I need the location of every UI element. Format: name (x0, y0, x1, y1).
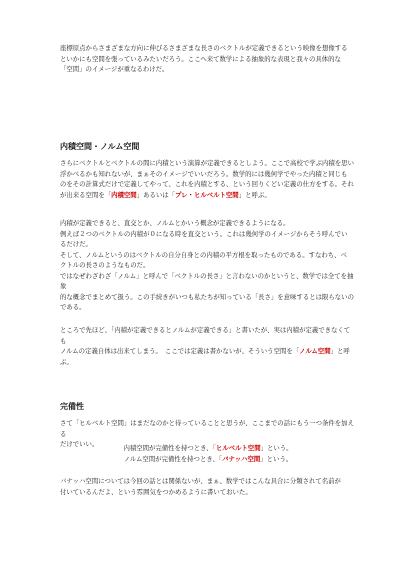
text-line: 浮かべるかも知れないが、まぁそのイメージでいいだろう。数学的には幾何学でやった内積と同じも (60, 169, 348, 178)
section-heading-completeness: 完備性 (60, 402, 84, 411)
text-line: 例えば２つのベクトルの内積が０になる時を直交という。これは幾何学のイメージからそう呼んでい (60, 229, 348, 238)
highlight-term: 内積空間 (111, 190, 137, 199)
text-line: クトルの長さのようなものだ。 (60, 261, 150, 269)
paragraph (60, 218, 356, 313)
text-span: 」と呼 (330, 347, 350, 355)
highlight-term: ヒルベルト空間 (215, 444, 261, 452)
text-span: 」と呼ぶ。 (238, 190, 271, 199)
text-line: 内積が定義できると、直交とか、ノルムとかいう概念が定義できるようになる。 (60, 219, 290, 227)
definition-block (60, 443, 356, 464)
paragraph (60, 476, 356, 497)
text-line: さて「ヒルベルト空間」はまだなのかと待っていることと思うが、ここまでの話にもう一つ条件を加える (60, 419, 354, 438)
text-line: といかにも空間を張っているみたいだろう。ここへ来て数学による抽象的な表現と我々の具体的な (60, 54, 341, 63)
text-line: 的な概念でまとめて扱う。この手続きがいつも私たちが知っている「長さ」を意味するとは限らないの (60, 292, 354, 301)
paragraph (60, 325, 356, 367)
definition-line (60, 443, 356, 454)
highlight-term: バナッハ空間 (222, 454, 261, 463)
text-line: バナッハ空間については今回の話とは関係ないが、まぁ、数学ではこんな具合に分類されて名前が (60, 477, 341, 485)
text-line: ところで先ほど、「内積が定義できるとノルムが定義できる」と書いたが、実は内積が定義できなくても (60, 326, 351, 345)
text-line: ではなぜわざわざ「ノルム」と呼んで「ベクトルの長さ」と言わないのかというと、数学では全てを抽象 (60, 271, 354, 290)
text-span: が出来る空間を「 (60, 190, 112, 199)
text-line: だけでいい。 (60, 440, 99, 448)
text-line: ぶ。 (60, 357, 73, 366)
text-line: 付いているんだよ、という雰囲気をつかめるように書いておいた。 (60, 487, 252, 496)
text-line: るだけだ。 (60, 240, 92, 248)
text-span: 」という。 (260, 444, 293, 452)
section-heading-inner-product: 内積空間・ノルム空間 (60, 142, 140, 151)
text-line: そして、ノルムというのはベクトルの自分自身との内積の平方根を取ったものである。すなわち、ベ (60, 250, 347, 259)
text-line (60, 190, 356, 201)
text-line: のをその計算式だけで定義してやって、これを内積とする、という回りくどい定義の仕方をする。それ (60, 180, 354, 188)
highlight-term: プレ・ヒルベルト空間 (175, 190, 239, 199)
definition-line (60, 454, 356, 465)
text-line: である。 (60, 303, 86, 311)
text-span: 内積空間が完備性を持つとき、「 (123, 444, 216, 452)
text-span: ノルムの定義自体は出来てしまう。 ここでは定義は書かないが、そういう空間を「 (60, 347, 300, 355)
text-line: 「空間」のイメージが重なるわけだ。 (60, 65, 169, 73)
highlight-term: ノルム空間 (299, 347, 331, 355)
text-span: ノルム空間が完備性を持つとき、「 (123, 454, 223, 463)
intro-paragraph (60, 43, 356, 75)
paragraph (60, 158, 356, 200)
text-line: 座標原点からさまざまな方向に伸びるさまざまな長さのベクトルが定義できるという映像を想像する (60, 44, 348, 52)
text-line: さらにベクトルとベクトルの間に内積という演算が定義できるとしよう。ここで高校で学ぶ内積を思い (60, 159, 354, 167)
text-span: 」という。 (260, 454, 293, 463)
text-line (60, 346, 356, 357)
text-span: 」あるいは「 (136, 190, 176, 199)
